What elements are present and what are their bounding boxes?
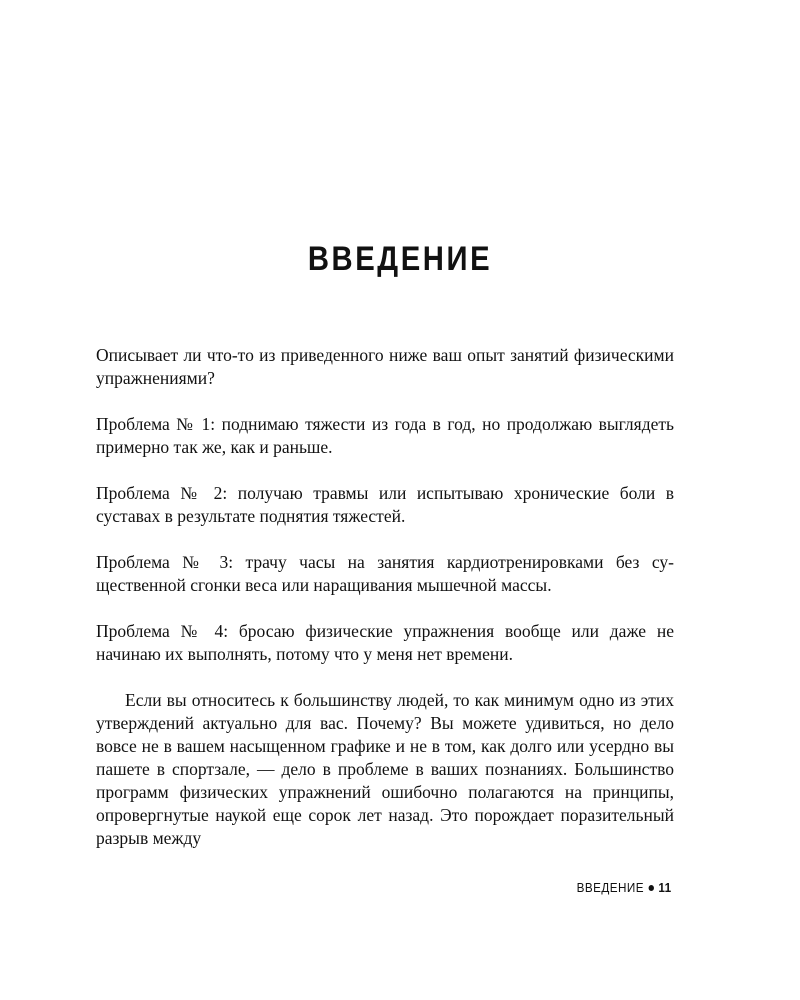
body-text xyxy=(96,344,674,850)
intro-paragraph: Описывает ли что-то из приведенного ниже ваш опыт занятий физическими упражнениями? xyxy=(96,345,674,388)
main-paragraph: Если вы относитесь к большинству людей, то как минимум одно из этих утверждений актуально для вас. Почему? Вы можете удивиться, но дело вовсе не в вашем насыщенном графике и не в том, как долго или усердно вы пашете в спортзале, — дело в проблеме в ваших познаниях. Большинство программ физических упражнений ошибочно полагаются на принципы, опровергнутые наукой еще сорок лет назад. Это порождает поразительный разрыв между xyxy=(96,690,674,848)
chapter-title: ВВЕДЕНИЕ xyxy=(307,240,493,278)
running-header-section: ВВЕДЕНИЕ xyxy=(576,880,645,895)
page-number: 11 xyxy=(658,880,672,895)
problem-4-paragraph: Проблема № 4: бросаю физические упражнения вообще или даже не начинаю их выполнять, потому что у меня нет времени. xyxy=(96,621,674,664)
problem-1-paragraph: Проблема № 1: поднимаю тяжести из года в год, но продолжаю выглядеть примерно так же, как и раньше. xyxy=(96,414,674,457)
problem-2-paragraph: Проблема № 2: получаю травмы или испытываю хронические боли в суставах в результате поднятия тяжестей. xyxy=(96,483,674,526)
bullet-icon xyxy=(649,885,654,891)
problem-3-paragraph: Проблема № 3: трачу часы на занятия кардиотренировками без существенной сгонки веса или наращивания мышечной массы. xyxy=(96,552,674,595)
page-footer xyxy=(577,880,672,895)
